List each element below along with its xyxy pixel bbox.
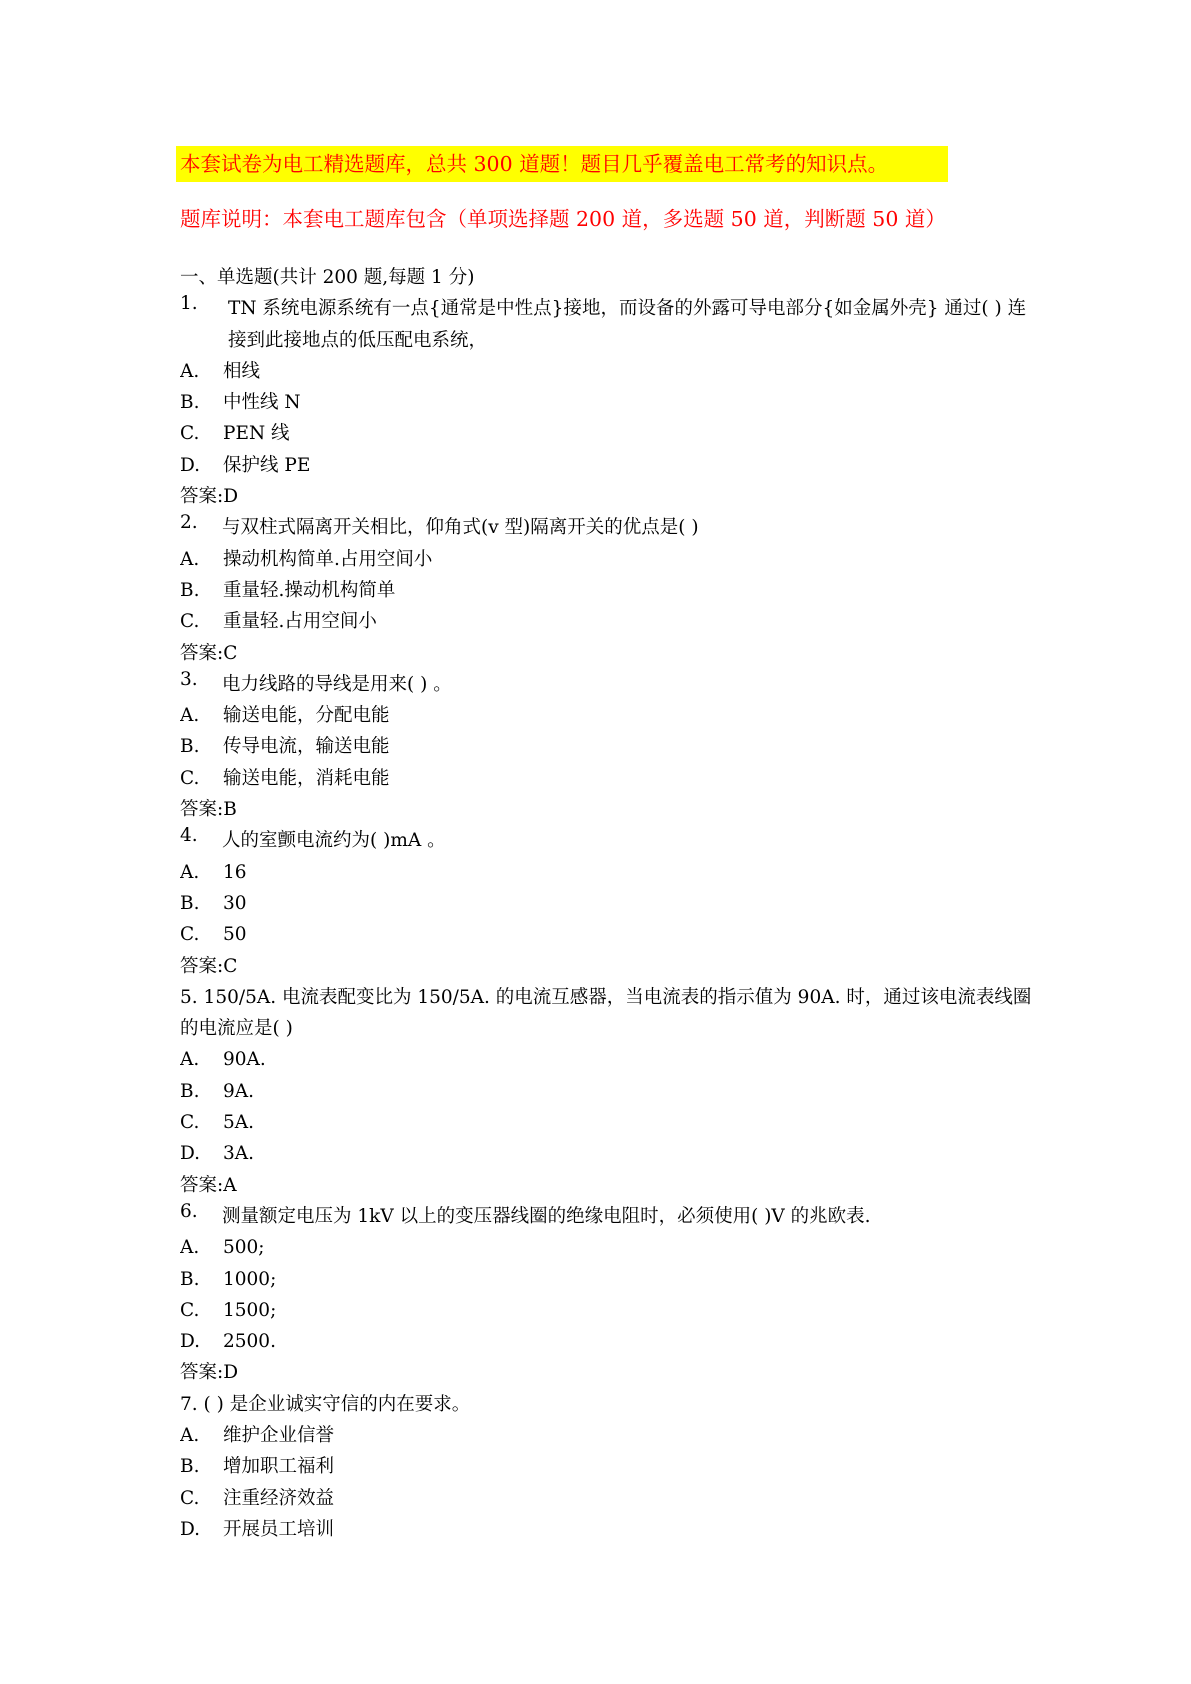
option-text: 传导电流，输送电能 <box>223 736 390 758</box>
option-text: 1000; <box>223 1268 277 1290</box>
option-letter: B. <box>180 1080 200 1102</box>
option <box>180 450 1040 481</box>
option-letter: D. <box>180 1143 201 1165</box>
option <box>180 857 1040 888</box>
answer: 答案:D <box>180 1362 239 1384</box>
option-text: 5A. <box>223 1112 255 1134</box>
bank-description: 题库说明：本套电工题库包含（单项选择题 200 道，多选题 50 道，判断题 50 道） <box>180 207 946 231</box>
option <box>180 1483 1040 1514</box>
question-stem <box>180 825 1040 856</box>
option <box>180 888 1040 919</box>
option <box>180 763 1040 794</box>
option-letter: B. <box>180 392 200 414</box>
option-letter: B. <box>180 736 200 758</box>
option-letter: A. <box>180 861 200 883</box>
question-number: 2. <box>180 512 198 534</box>
question-text: TN 系统电源系统有一点{通常是中性点}接地，而设备的外露可导电部分{如金属外壳} 通过( ) 连接到此接地点的低压配电系统， <box>228 298 1027 351</box>
question-body: ( ) 是企业诚实守信的内在要求。 <box>203 1393 471 1415</box>
option-text: 2500. <box>223 1331 276 1353</box>
option-letter: C. <box>180 1299 200 1321</box>
option-text: 注重经济效益 <box>223 1487 335 1509</box>
option-text: 90A. <box>223 1049 266 1071</box>
option-text: PEN 线 <box>223 423 290 445</box>
option-text: 开展员工培训 <box>223 1518 335 1540</box>
option <box>180 575 1040 606</box>
question-number: 4. <box>180 825 198 847</box>
option-letter: B. <box>180 1456 200 1478</box>
option-letter: A. <box>180 1237 200 1259</box>
option-text: 相线 <box>223 360 261 382</box>
option <box>180 1420 1040 1451</box>
question-number: 5. <box>180 986 198 1008</box>
option-letter: A. <box>180 548 200 570</box>
option-text: 1500; <box>223 1299 277 1321</box>
question-stem <box>180 669 1040 700</box>
option-letter: B. <box>180 892 200 914</box>
option-letter: B. <box>180 1268 200 1290</box>
option-text: 16 <box>223 861 247 883</box>
option-letter: D. <box>180 1331 201 1353</box>
option <box>180 1264 1040 1295</box>
option <box>180 606 1040 637</box>
answer: 答案:C <box>180 642 238 664</box>
option-letter: C. <box>180 767 200 789</box>
option-text: 3A. <box>223 1143 255 1165</box>
question-text <box>180 1389 1040 1420</box>
question-stem <box>180 1201 1040 1232</box>
question-text: 测量额定电压为 1kV 以上的变压器线圈的绝缘电阻时，必须使用( )V 的兆欧表. <box>222 1205 871 1227</box>
question-text: 与双柱式隔离开关相比，仰角式(v 型)隔离开关的优点是( ) <box>222 517 699 539</box>
question-stem <box>180 1389 1040 1420</box>
option <box>180 1076 1040 1107</box>
answer: 答案:C <box>180 955 238 977</box>
option <box>180 1451 1040 1482</box>
option <box>180 700 1040 731</box>
highlighted-notice: 本套试卷为电工精选题库，总共 300 道题！题目几乎覆盖电工常考的知识点。 <box>176 146 948 182</box>
option <box>180 544 1040 575</box>
option-text: 保护线 PE <box>223 454 311 476</box>
question-stem <box>180 982 1040 1045</box>
option-text: 输送电能，分配电能 <box>223 705 390 727</box>
option <box>180 1044 1040 1075</box>
question-text: 人的室颤电流约为( )mA 。 <box>222 830 446 852</box>
option-text: 中性线 N <box>223 392 301 414</box>
option-letter: C. <box>180 924 200 946</box>
question-stem <box>180 512 1040 543</box>
option-letter: A. <box>180 360 200 382</box>
question-number: 1. <box>180 293 198 315</box>
option-text: 重量轻.占用空间小 <box>223 611 377 633</box>
option-letter: D. <box>180 1518 201 1540</box>
option <box>180 1138 1040 1169</box>
option-text: 操动机构简单.占用空间小 <box>223 548 433 570</box>
option <box>180 356 1040 387</box>
question-stem <box>180 293 1040 356</box>
option <box>180 387 1040 418</box>
option <box>180 418 1040 449</box>
option-letter: C. <box>180 423 200 445</box>
option <box>180 731 1040 762</box>
option <box>180 1514 1040 1545</box>
question-body: 150/5A. 电流表配变比为 150/5A. 的电流互感器，当电流表的指示值为 90A. 时，通过该电流表线圈的电流应是( ) <box>180 986 1032 1040</box>
answer: 答案:D <box>180 486 239 508</box>
option-text: 维护企业信誉 <box>223 1424 335 1446</box>
option-letter: B. <box>180 579 200 601</box>
option <box>180 1232 1040 1263</box>
option <box>180 1295 1040 1326</box>
answer: 答案:B <box>180 799 237 821</box>
option <box>180 1107 1040 1138</box>
option-letter: C. <box>180 1487 200 1509</box>
option-letter: A. <box>180 1049 200 1071</box>
option-letter: C. <box>180 611 200 633</box>
option-letter: A. <box>180 1424 200 1446</box>
option-text: 重量轻.操动机构简单 <box>223 579 396 601</box>
section-heading: 一、单选题(共计 200 题,每题 1 分) <box>180 267 475 288</box>
option-text: 30 <box>223 892 247 914</box>
option-text: 9A. <box>223 1080 255 1102</box>
option-letter: C. <box>180 1112 200 1134</box>
option-text: 500; <box>223 1237 265 1259</box>
question-text: 电力线路的导线是用来( ) 。 <box>222 673 452 695</box>
option <box>180 919 1040 950</box>
option-text: 输送电能，消耗电能 <box>223 767 390 789</box>
question-list <box>180 262 1040 1545</box>
option <box>180 1326 1040 1357</box>
answer: 答案:A <box>180 1174 237 1196</box>
question-number: 6. <box>180 1200 198 1222</box>
option-text: 50 <box>223 924 247 946</box>
option-letter: D. <box>180 454 201 476</box>
option-text: 增加职工福利 <box>223 1456 335 1478</box>
question-number: 3. <box>180 668 198 690</box>
question-number: 7. <box>180 1393 198 1415</box>
option-letter: A. <box>180 705 200 727</box>
question-text <box>180 982 1040 1045</box>
